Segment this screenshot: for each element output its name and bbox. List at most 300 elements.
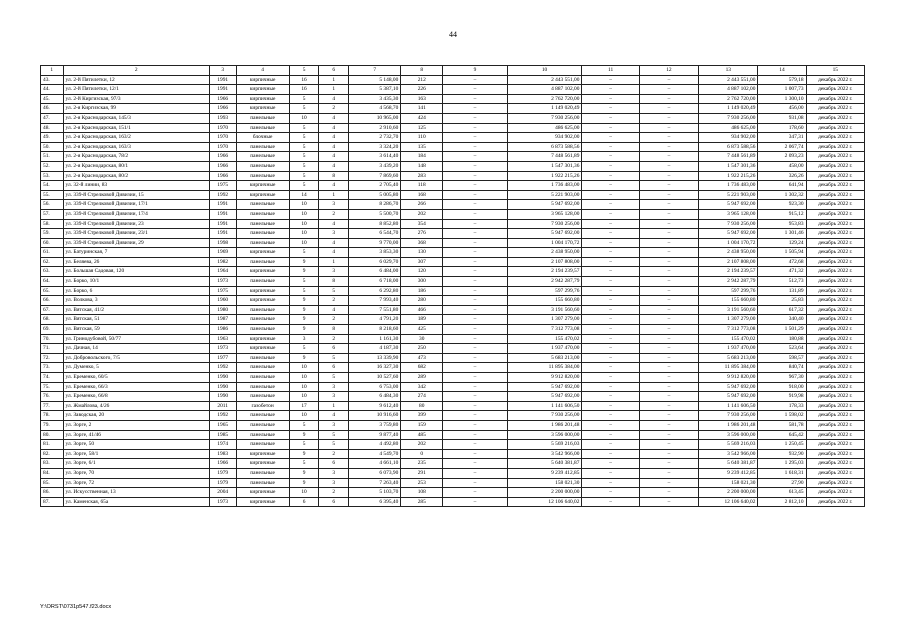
entrances-cell: 3 (319, 200, 349, 210)
row-number-cell: 47. (41, 113, 64, 123)
row-number-cell: 63. (41, 267, 64, 277)
cost-total-cell: 7 930 256,00 (507, 113, 582, 123)
cost-total-cell: 1 986 201,48 (507, 420, 582, 430)
address-cell: ул. 2-й Пятилетки, 12/1 (63, 85, 209, 95)
cost-total-cell: 155 660,80 (507, 296, 582, 306)
total-area-cell: 4 791,20 (349, 315, 401, 325)
cost-total-cell: 155 470,02 (507, 334, 582, 344)
cost-col-11-cell: – (582, 296, 639, 306)
deadline-cell: декабрь 2022 г. (806, 305, 864, 315)
total-area-cell: 10 527,60 (349, 373, 401, 383)
cost-per-sqm-cell: 1 505,94 (758, 248, 806, 258)
deadline-cell: декабрь 2022 г. (806, 104, 864, 114)
build-year-cell: 1990 (209, 382, 236, 392)
cost-per-sqm-cell: 967,30 (758, 373, 806, 383)
deadline-cell: декабрь 2022 г. (806, 420, 864, 430)
residents-cell: 682 (401, 363, 443, 373)
table-row (41, 142, 865, 152)
floors-cell: 17 (289, 401, 319, 411)
table-row (41, 334, 865, 344)
residents-cell: 120 (401, 267, 443, 277)
total-area-cell: 6 292,80 (349, 286, 401, 296)
build-year-cell: 2011 (209, 401, 236, 411)
row-number-cell: 59. (41, 229, 64, 239)
wall-material-cell: панельные (236, 113, 289, 123)
residents-cell: 289 (401, 373, 443, 383)
floors-cell: 5 (289, 277, 319, 287)
residents-cell: 163 (401, 94, 443, 104)
build-year-cell: 1966 (209, 94, 236, 104)
cost-col-11-cell: – (582, 334, 639, 344)
cost-col-11-cell: – (582, 449, 639, 459)
deadline-cell: декабрь 2022 г. (806, 382, 864, 392)
cost-sum-cell: 5 221 903,00 (699, 190, 758, 200)
cost-sum-cell: 11 895 384,00 (699, 363, 758, 373)
build-year-cell: 1983 (209, 449, 236, 459)
cost-total-cell: 9 912 820,00 (507, 373, 582, 383)
table-row (41, 488, 865, 498)
residents-cell: 189 (401, 315, 443, 325)
table-row (41, 363, 865, 373)
entrances-cell: 2 (319, 449, 349, 459)
total-area-cell: 5 500,70 (349, 209, 401, 219)
cost-col-9-cell: – (443, 468, 507, 478)
floors-cell: 5 (289, 181, 319, 191)
cost-total-cell: 5 947 692,00 (507, 229, 582, 239)
wall-material-cell: кирпичные (236, 104, 289, 114)
cost-col-11-cell: – (582, 209, 639, 219)
total-area-cell: 7 551,80 (349, 305, 401, 315)
address-cell: ул. 32-й линии, 83 (63, 181, 209, 191)
total-area-cell: 6 073,90 (349, 468, 401, 478)
deadline-cell: декабрь 2022 г. (806, 411, 864, 421)
cost-col-12-cell: – (639, 334, 698, 344)
floors-cell: 5 (289, 420, 319, 430)
total-area-cell: 4 661,10 (349, 459, 401, 469)
total-area-cell: 2 705,40 (349, 181, 401, 191)
table-row (41, 449, 865, 459)
floors-cell: 5 (289, 286, 319, 296)
deadline-cell: декабрь 2022 г. (806, 113, 864, 123)
cost-col-11-cell: – (582, 94, 639, 104)
cost-total-cell: 1 004 170,72 (507, 238, 582, 248)
floors-cell: 10 (289, 113, 319, 123)
column-header: 4 (236, 66, 289, 76)
build-year-cell: 1991 (209, 209, 236, 219)
total-area-cell: 8 286,70 (349, 200, 401, 210)
table-row (41, 305, 865, 315)
cost-col-9-cell: – (443, 85, 507, 95)
cost-per-sqm-cell: 2 812,10 (758, 497, 806, 507)
build-year-cell: 1970 (209, 142, 236, 152)
address-cell: ул. 2-я Краснодарская, 80/2 (63, 171, 209, 181)
entrances-cell: 4 (319, 181, 349, 191)
build-year-cell: 1970 (209, 133, 236, 143)
cost-col-12-cell: – (639, 133, 698, 143)
cost-total-cell: 1 547 301,36 (507, 161, 582, 171)
residents-cell: 424 (401, 113, 443, 123)
build-year-cell: 1979 (209, 478, 236, 488)
table-row (41, 113, 865, 123)
entrances-cell: 6 (319, 459, 349, 469)
residents-cell: 300 (401, 277, 443, 287)
wall-material-cell: панельные (236, 392, 289, 402)
cost-per-sqm-cell: 1 250,45 (758, 440, 806, 450)
build-year-cell: 1979 (209, 468, 236, 478)
address-cell: ул. Дачная, 14 (63, 344, 209, 354)
total-area-cell: 10 916,60 (349, 411, 401, 421)
build-year-cell: 1973 (209, 344, 236, 354)
table-row (41, 267, 865, 277)
cost-per-sqm-cell: 840,74 (758, 363, 806, 373)
table-row (41, 353, 865, 363)
cost-per-sqm-cell: 326,26 (758, 171, 806, 181)
column-header: 9 (443, 66, 507, 76)
cost-col-12-cell: – (639, 209, 698, 219)
cost-sum-cell: 155 660,80 (699, 296, 758, 306)
cost-total-cell: 1 937 470,00 (507, 344, 582, 354)
floors-cell: 5 (289, 142, 319, 152)
row-number-cell: 45. (41, 94, 64, 104)
cost-col-11-cell: – (582, 401, 639, 411)
cost-sum-cell: 597 299,76 (699, 286, 758, 296)
row-number-cell: 74. (41, 373, 64, 383)
entrances-cell: 4 (319, 142, 349, 152)
floors-cell: 10 (289, 209, 319, 219)
residents-cell: 226 (401, 85, 443, 95)
cost-total-cell: 3 191 560,60 (507, 305, 582, 315)
residents-cell: 202 (401, 440, 443, 450)
entrances-cell: 2 (319, 104, 349, 114)
residents-cell: 30 (401, 334, 443, 344)
row-number-cell: 62. (41, 257, 64, 267)
cost-sum-cell: 12 106 640,02 (699, 497, 758, 507)
table-row (41, 315, 865, 325)
table-row (41, 382, 865, 392)
cost-col-12-cell: – (639, 497, 698, 507)
cost-per-sqm-cell: 613,45 (758, 488, 806, 498)
row-number-cell: 70. (41, 334, 64, 344)
entrances-cell: 3 (319, 420, 349, 430)
cost-total-cell: 2 200 000,00 (507, 488, 582, 498)
row-number-cell: 86. (41, 488, 64, 498)
residents-cell: 235 (401, 459, 443, 469)
cost-total-cell: 934 902,00 (507, 133, 582, 143)
wall-material-cell: кирпичные (236, 94, 289, 104)
wall-material-cell: кирпичные (236, 344, 289, 354)
total-area-cell: 5 148,00 (349, 75, 401, 85)
residents-cell: 168 (401, 190, 443, 200)
total-area-cell: 4 568,70 (349, 104, 401, 114)
cost-per-sqm-cell: 347,31 (758, 133, 806, 143)
cost-col-11-cell: – (582, 104, 639, 114)
entrances-cell: 3 (319, 478, 349, 488)
cost-col-9-cell: – (443, 334, 507, 344)
floors-cell: 9 (289, 468, 319, 478)
cost-col-11-cell: – (582, 488, 639, 498)
floors-cell: 10 (289, 200, 319, 210)
cost-per-sqm-cell: 2 093,23 (758, 152, 806, 162)
total-area-cell: 4 549,70 (349, 449, 401, 459)
cost-per-sqm-cell: 1 301,46 (758, 229, 806, 239)
address-cell: ул. Борко, 6 (63, 286, 209, 296)
floors-cell: 5 (289, 104, 319, 114)
cost-col-9-cell: – (443, 181, 507, 191)
deadline-cell: декабрь 2022 г. (806, 459, 864, 469)
cost-per-sqm-cell: 340,40 (758, 315, 806, 325)
table-row (41, 171, 865, 181)
build-year-cell: 1980 (209, 305, 236, 315)
cost-col-9-cell: – (443, 257, 507, 267)
total-area-cell: 6 484,30 (349, 392, 401, 402)
address-cell: ул. 339-й Стрелковой Дивизии, 23/1 (63, 229, 209, 239)
cost-col-12-cell: – (639, 277, 698, 287)
cost-col-12-cell: – (639, 200, 698, 210)
column-number-row (41, 66, 865, 76)
cost-col-9-cell: – (443, 305, 507, 315)
cost-sum-cell: 7 930 256,00 (699, 113, 758, 123)
deadline-cell: декабрь 2022 г. (806, 257, 864, 267)
total-area-cell: 7 263,40 (349, 478, 401, 488)
cost-col-11-cell: – (582, 363, 639, 373)
cost-col-12-cell: – (639, 123, 698, 133)
address-cell: ул. 2-я Краснодарская, 163/2 (63, 133, 209, 143)
wall-material-cell: кирпичные (236, 248, 289, 258)
build-year-cell: 1964 (209, 267, 236, 277)
cost-col-9-cell: – (443, 459, 507, 469)
cost-col-11-cell: – (582, 468, 639, 478)
table-row (41, 440, 865, 450)
deadline-cell: декабрь 2022 г. (806, 133, 864, 143)
entrances-cell: 8 (319, 277, 349, 287)
build-year-cell: 1969 (209, 248, 236, 258)
cost-col-11-cell: – (582, 267, 639, 277)
cost-sum-cell: 6 873 588,56 (699, 142, 758, 152)
table-row (41, 238, 865, 248)
address-cell: ул. 339-й Стрелковой Дивизии, 29 (63, 238, 209, 248)
deadline-cell: декабрь 2022 г. (806, 363, 864, 373)
row-number-cell: 43. (41, 75, 64, 85)
cost-col-12-cell: – (639, 229, 698, 239)
entrances-cell: 1 (319, 190, 349, 200)
cost-col-12-cell: – (639, 373, 698, 383)
cost-col-12-cell: – (639, 142, 698, 152)
deadline-cell: декабрь 2022 г. (806, 181, 864, 191)
cost-col-9-cell: – (443, 277, 507, 287)
address-cell: ул. 2-я Краснодарская, 151/1 (63, 123, 209, 133)
row-number-cell: 65. (41, 286, 64, 296)
deadline-cell: декабрь 2022 г. (806, 478, 864, 488)
table-row (41, 478, 865, 488)
cost-sum-cell: 2 194 239,57 (699, 267, 758, 277)
build-year-cell: 1991 (209, 229, 236, 239)
cost-total-cell: 2 762 720,00 (507, 94, 582, 104)
entrances-cell: 4 (319, 161, 349, 171)
deadline-cell: декабрь 2022 г. (806, 334, 864, 344)
cost-col-9-cell: – (443, 161, 507, 171)
cost-col-9-cell: – (443, 315, 507, 325)
deadline-cell: декабрь 2022 г. (806, 468, 864, 478)
cost-per-sqm-cell: 523,64 (758, 344, 806, 354)
entrances-cell: 8 (319, 325, 349, 335)
residents-cell: 125 (401, 123, 443, 133)
cost-col-11-cell: – (582, 113, 639, 123)
residents-cell: 110 (401, 133, 443, 143)
residents-cell: 0 (401, 449, 443, 459)
cost-col-9-cell: – (443, 430, 507, 440)
wall-material-cell: панельные (236, 468, 289, 478)
cost-sum-cell: 7 930 256,00 (699, 219, 758, 229)
wall-material-cell: панельные (236, 277, 289, 287)
cost-col-11-cell: – (582, 277, 639, 287)
build-year-cell: 1973 (209, 277, 236, 287)
cost-sum-cell: 2 762 720,00 (699, 94, 758, 104)
address-cell: ул. 2-я Краснодарская, 80/1 (63, 161, 209, 171)
build-year-cell: 1960 (209, 296, 236, 306)
residents-cell: 473 (401, 353, 443, 363)
total-area-cell: 2 732,70 (349, 133, 401, 143)
table-row (41, 257, 865, 267)
cost-per-sqm-cell: 923,30 (758, 200, 806, 210)
total-area-cell: 5 005,80 (349, 190, 401, 200)
file-path-footer: Y:\ORST\0731p547.f23.docx (40, 604, 112, 610)
cost-col-12-cell: – (639, 94, 698, 104)
address-cell: ул. Беляева, 26 (63, 257, 209, 267)
deadline-cell: декабрь 2022 г. (806, 497, 864, 507)
cost-col-11-cell: – (582, 219, 639, 229)
cost-sum-cell: 1 547 301,36 (699, 161, 758, 171)
cost-sum-cell: 5 947 692,00 (699, 200, 758, 210)
wall-material-cell: кирпичные (236, 85, 289, 95)
floors-cell: 5 (289, 344, 319, 354)
residents-cell: 399 (401, 411, 443, 421)
cost-sum-cell: 3 542 966,00 (699, 449, 758, 459)
column-header: 11 (582, 66, 639, 76)
floors-cell: 5 (289, 248, 319, 258)
wall-material-cell: кирпичные (236, 181, 289, 191)
residents-cell: 202 (401, 209, 443, 219)
residents-cell: 212 (401, 75, 443, 85)
floors-cell: 5 (289, 94, 319, 104)
wall-material-cell: панельные (236, 363, 289, 373)
floors-cell: 5 (289, 161, 319, 171)
residents-cell: 283 (401, 171, 443, 181)
total-area-cell: 5 387,10 (349, 85, 401, 95)
wall-material-cell: панельные (236, 382, 289, 392)
cost-col-11-cell: – (582, 392, 639, 402)
total-area-cell: 8 852,80 (349, 219, 401, 229)
cost-total-cell: 486 625,00 (507, 123, 582, 133)
cost-col-9-cell: – (443, 267, 507, 277)
cost-per-sqm-cell: 579,18 (758, 75, 806, 85)
address-cell: ул. Зорге, 72 (63, 478, 209, 488)
cost-col-9-cell: – (443, 75, 507, 85)
entrances-cell: 4 (319, 219, 349, 229)
wall-material-cell: панельные (236, 440, 289, 450)
table-row (41, 229, 865, 239)
cost-col-11-cell: – (582, 152, 639, 162)
entrances-cell: 2 (319, 209, 349, 219)
residents-cell: 285 (401, 497, 443, 507)
wall-material-cell: панельные (236, 305, 289, 315)
total-area-cell: 7 993,40 (349, 296, 401, 306)
table-row (41, 277, 865, 287)
entrances-cell: 1 (319, 401, 349, 411)
cost-sum-cell: 1 141 606,50 (699, 401, 758, 411)
cost-per-sqm-cell: 178,60 (758, 123, 806, 133)
cost-sum-cell: 5 569 216,03 (699, 440, 758, 450)
wall-material-cell: панельные (236, 229, 289, 239)
row-number-cell: 75. (41, 382, 64, 392)
cost-per-sqm-cell: 953,83 (758, 219, 806, 229)
floors-cell: 5 (289, 440, 319, 450)
entrances-cell: 5 (319, 373, 349, 383)
cost-total-cell: 1 149 020,49 (507, 104, 582, 114)
row-number-cell: 51. (41, 152, 64, 162)
column-header: 15 (806, 66, 864, 76)
floors-cell: 10 (289, 238, 319, 248)
residents-cell: 141 (401, 104, 443, 114)
floors-cell: 10 (289, 411, 319, 421)
total-area-cell: 3 439,20 (349, 161, 401, 171)
address-cell: ул. 339-й Стрелковой Дивизии, 17/1 (63, 200, 209, 210)
deadline-cell: декабрь 2022 г. (806, 123, 864, 133)
entrances-cell: 3 (319, 382, 349, 392)
cost-sum-cell: 1 922 215,26 (699, 171, 758, 181)
build-year-cell: 1992 (209, 190, 236, 200)
row-number-cell: 73. (41, 363, 64, 373)
table-row (41, 373, 865, 383)
floors-cell: 5 (289, 459, 319, 469)
cost-col-11-cell: – (582, 142, 639, 152)
cost-sum-cell: 1 149 020,49 (699, 104, 758, 114)
build-year-cell: 1993 (209, 113, 236, 123)
table-row (41, 200, 865, 210)
cost-per-sqm-cell: 598,57 (758, 353, 806, 363)
cost-col-9-cell: – (443, 401, 507, 411)
cost-col-12-cell: – (639, 171, 698, 181)
table-row (41, 85, 865, 95)
cost-sum-cell: 5 947 692,00 (699, 392, 758, 402)
cost-per-sqm-cell: 1 618,31 (758, 468, 806, 478)
cost-col-12-cell: – (639, 181, 698, 191)
entrances-cell: 3 (319, 267, 349, 277)
cost-per-sqm-cell: 915,12 (758, 209, 806, 219)
cost-sum-cell: 155 470,02 (699, 334, 758, 344)
cost-sum-cell: 1 986 201,48 (699, 420, 758, 430)
entrances-cell: 4 (319, 113, 349, 123)
residents-cell: 148 (401, 161, 443, 171)
cost-sum-cell: 5 947 692,00 (699, 382, 758, 392)
floors-cell: 9 (289, 325, 319, 335)
row-number-cell: 55. (41, 190, 64, 200)
floors-cell: 9 (289, 353, 319, 363)
wall-material-cell: кирпичные (236, 190, 289, 200)
cost-total-cell: 12 106 640,02 (507, 497, 582, 507)
entrances-cell: 5 (319, 440, 349, 450)
row-number-cell: 66. (41, 296, 64, 306)
table-row (41, 161, 865, 171)
entrances-cell: 5 (319, 353, 349, 363)
residents-cell: 130 (401, 248, 443, 258)
cost-col-12-cell: – (639, 440, 698, 450)
cost-col-11-cell: – (582, 161, 639, 171)
address-cell: ул. Зорге, 2 (63, 420, 209, 430)
cost-per-sqm-cell: 641,94 (758, 181, 806, 191)
address-cell: ул. Зорге, 6/1 (63, 459, 209, 469)
row-number-cell: 58. (41, 219, 64, 229)
table-row (41, 392, 865, 402)
